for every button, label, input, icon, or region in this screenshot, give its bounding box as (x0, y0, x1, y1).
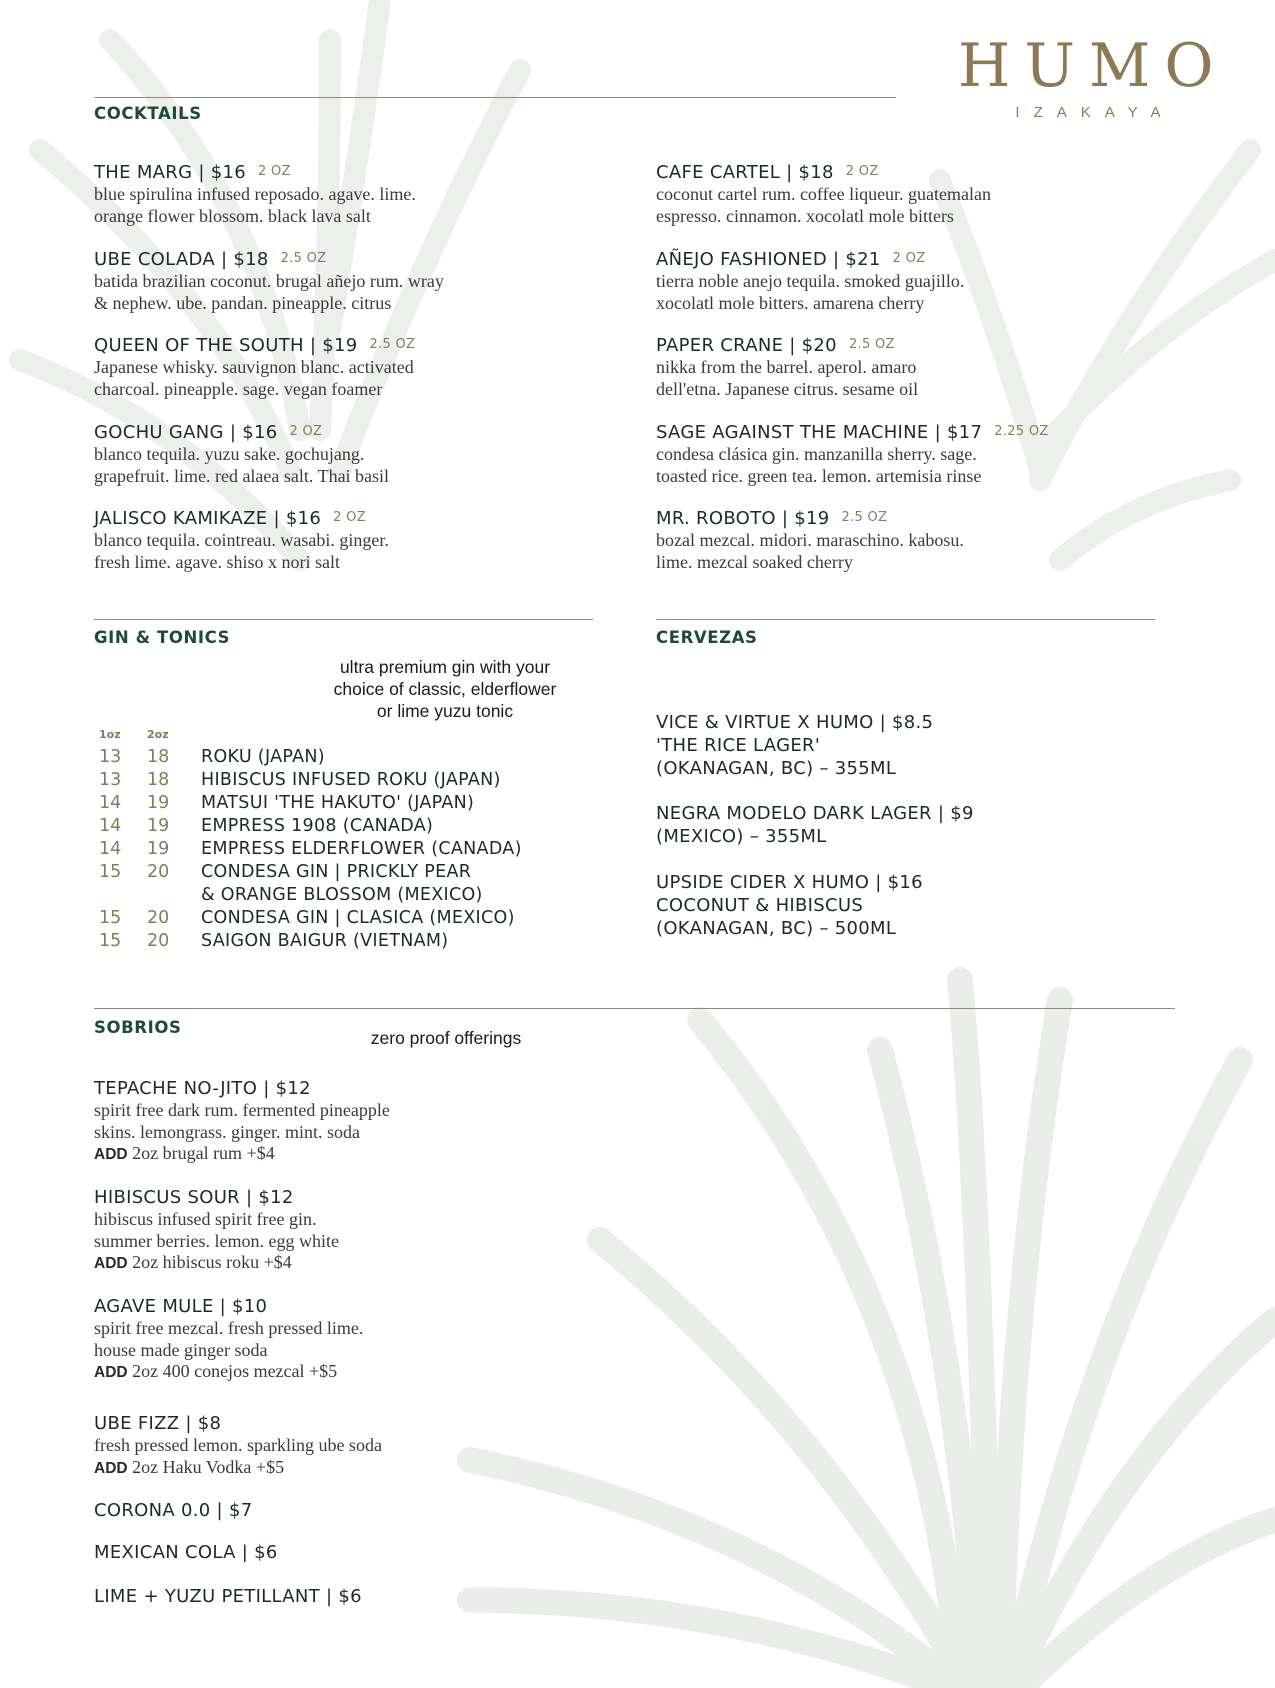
item-name: UBE COLADA | $18 (94, 249, 269, 270)
item-name: GOCHU GANG | $16 (94, 422, 278, 443)
price-1oz: 15 (99, 908, 122, 928)
price-1oz: 14 (99, 816, 122, 836)
gin-name: CONDESA GIN | PRICKLY PEAR (201, 862, 472, 882)
item-description: tierra noble anejo tequila. smoked guajillo. (656, 271, 965, 291)
addon-text: 2oz hibiscus roku +$4 (132, 1252, 292, 1272)
item-name: JALISCO KAMIKAZE | $16 (94, 508, 322, 529)
cocktail-item (94, 507, 389, 573)
sobrio-single-item: LIME + YUZU PETILLANT | $6 (94, 1586, 362, 1607)
gin-name: ROKU (JAPAN) (201, 747, 325, 767)
item-name: AÑEJO FASHIONED | $21 (656, 249, 881, 270)
price-header-2oz: 2oz (147, 728, 169, 741)
add-label: ADD (94, 1255, 128, 1272)
item-description: toasted rice. green tea. lemon. artemisia rinse (656, 465, 982, 486)
sobrio-item (94, 1413, 382, 1479)
item-volume: 2 OZ (845, 164, 879, 179)
price-1oz: 14 (99, 793, 122, 813)
cocktail-item (94, 161, 416, 227)
item-description: xocolatl mole bitters. amarena cherry (656, 292, 925, 313)
item-description: spirit free dark rum. fermented pineapple (94, 1100, 390, 1120)
cocktail-item (94, 421, 389, 487)
price-2oz: 20 (147, 908, 170, 928)
item-description: coconut cartel rum. coffee liqueur. guatemalan (656, 184, 992, 204)
item-name: UBE FIZZ | $8 (94, 1413, 222, 1434)
note-line: choice of classic, elderflower (333, 679, 557, 699)
item-description: skins. lemongrass. ginger. mint. soda (94, 1121, 360, 1142)
item-name: HIBISCUS SOUR | $12 (94, 1187, 294, 1208)
item-description: Japanese whisky. sauvignon blanc. activated (94, 357, 414, 377)
gin-tonics-divider (94, 619, 593, 620)
item-name: THE MARG | $16 (94, 162, 246, 183)
price-header-1oz: 1oz (99, 728, 121, 741)
price-1oz: 15 (99, 931, 122, 951)
gin-tonics-title: GIN & TONICS (94, 628, 231, 647)
sobrios-divider (94, 1008, 1175, 1009)
price-1oz: 15 (99, 862, 122, 882)
cocktail-item (94, 248, 444, 314)
item-name: MR. ROBOTO | $19 (656, 508, 830, 529)
cocktail-item (656, 421, 1049, 487)
item-description: condesa clásica gin. manzanilla sherry. sage. (656, 444, 977, 464)
item-description: hibiscus infused spirit free gin. (94, 1209, 317, 1229)
beer-line: COCONUT & HIBISCUS (656, 895, 864, 916)
item-description: spirit free mezcal. fresh pressed lime. (94, 1318, 364, 1338)
cocktail-item (656, 334, 918, 400)
item-volume: 2.5 OZ (280, 251, 327, 266)
beer-line: UPSIDE CIDER X HUMO | $16 (656, 872, 923, 893)
add-label: ADD (94, 1146, 128, 1163)
sobrio-item (94, 1187, 339, 1275)
price-2oz: 19 (147, 816, 170, 836)
item-description: fresh pressed lemon. sparkling ube soda (94, 1435, 382, 1455)
gin-name: EMPRESS 1908 (CANADA) (201, 816, 434, 836)
gin-name: HIBISCUS INFUSED ROKU (JAPAN) (201, 770, 501, 790)
item-name: PAPER CRANE | $20 (656, 335, 837, 356)
item-description: charcoal. pineapple. sage. vegan foamer (94, 378, 383, 399)
item-volume: 2.5 OZ (841, 510, 888, 525)
item-description: orange flower blossom. black lava salt (94, 205, 371, 226)
price-1oz: 13 (99, 770, 122, 790)
item-description: fresh lime. agave. shiso x nori salt (94, 551, 340, 572)
beer-line: (OKANAGAN, BC) – 355ML (656, 758, 897, 779)
sobrio-item (94, 1078, 390, 1166)
beer-line: (MEXICO) – 355ML (656, 826, 827, 847)
item-volume: 2.5 OZ (369, 337, 416, 352)
item-addon (94, 1252, 339, 1275)
beer-line: NEGRA MODELO DARK LAGER | $9 (656, 803, 974, 824)
gin-name: EMPRESS ELDERFLOWER (CANADA) (201, 839, 522, 859)
item-description: bozal mezcal. midori. maraschino. kabosu. (656, 530, 964, 550)
add-label: ADD (94, 1364, 128, 1381)
price-2oz: 18 (147, 747, 170, 767)
item-name: SAGE AGAINST THE MACHINE | $17 (656, 422, 983, 443)
cervezas-title: CERVEZAS (656, 628, 758, 647)
cocktail-item (656, 248, 964, 314)
sobrio-item (94, 1296, 363, 1384)
beer-item (656, 802, 974, 848)
item-description: & nephew. ube. pandan. pineapple. citrus (94, 292, 392, 313)
brand-name: HUMO (958, 31, 1228, 101)
item-description: espresso. cinnamon. xocolatl mole bitters (656, 205, 954, 226)
note-line: ultra premium gin with your (339, 657, 551, 677)
item-description: lime. mezcal soaked cherry (656, 551, 853, 572)
price-2oz: 20 (147, 931, 170, 951)
cocktail-item (656, 161, 991, 227)
item-description: summer berries. lemon. egg white (94, 1230, 339, 1251)
item-description: blue spirulina infused reposado. agave. lime. (94, 184, 416, 204)
price-2oz: 19 (147, 793, 170, 813)
gin-name: MATSUI 'THE HAKUTO' (JAPAN) (201, 793, 475, 813)
item-name: TEPACHE NO-JITO | $12 (94, 1078, 311, 1099)
cocktail-item (656, 507, 964, 573)
item-addon (94, 1361, 363, 1384)
beer-item (656, 711, 933, 780)
sobrio-single-item: MEXICAN COLA | $6 (94, 1542, 278, 1563)
item-description: dell'etna. Japanese citrus. sesame oil (656, 378, 919, 399)
beer-item (656, 871, 923, 940)
item-description: blanco tequila. cointreau. wasabi. ginger. (94, 530, 389, 550)
item-description: batida brazilian coconut. brugal añejo rum. wray (94, 271, 444, 291)
gin-name: SAIGON BAIGUR (VIETNAM) (201, 931, 449, 951)
cocktail-item (94, 334, 415, 400)
item-addon (94, 1143, 390, 1166)
brand-logo (958, 31, 1228, 121)
cocktails-title: COCKTAILS (94, 104, 202, 123)
item-volume: 2 OZ (892, 251, 926, 266)
item-description: house made ginger soda (94, 1339, 268, 1360)
item-description: nikka from the barrel. aperol. amaro (656, 357, 917, 377)
gin-tonics-note (300, 656, 590, 722)
beer-line: (OKANAGAN, BC) – 500ML (656, 918, 897, 939)
gin-name: CONDESA GIN | CLASICA (MEXICO) (201, 908, 515, 928)
price-1oz: 14 (99, 839, 122, 859)
sobrio-single-item: CORONA 0.0 | $7 (94, 1500, 253, 1521)
addon-text: 2oz Haku Vodka +$5 (132, 1456, 285, 1477)
addon-text: 2oz brugal rum +$4 (132, 1143, 275, 1163)
item-volume: 2 OZ (258, 164, 291, 179)
item-volume: 2 OZ (289, 424, 323, 439)
item-name: AGAVE MULE | $10 (94, 1296, 268, 1317)
brand-subtitle: IZAKAYA (1015, 104, 1175, 121)
beer-line: VICE & VIRTUE X HUMO | $8.5 (656, 712, 934, 733)
item-addon (94, 1457, 382, 1480)
item-description: blanco tequila. yuzu sake. gochujang. (94, 444, 365, 464)
price-2oz: 19 (147, 839, 170, 859)
addon-text: 2oz 400 conejos mezcal +$5 (132, 1361, 338, 1381)
gin-name: & ORANGE BLOSSOM (MEXICO) (201, 885, 483, 905)
item-volume: 2.5 OZ (848, 337, 895, 352)
price-2oz: 18 (147, 770, 170, 790)
note-line: or lime yuzu tonic (376, 701, 514, 721)
sobrios-note: zero proof offerings (370, 1028, 522, 1048)
cocktails-divider (94, 97, 896, 98)
item-volume: 2.25 OZ (994, 424, 1049, 439)
beer-line: 'THE RICE LAGER' (656, 735, 821, 756)
price-1oz: 13 (99, 747, 122, 767)
item-description: grapefruit. lime. red alaea salt. Thai basil (94, 465, 390, 486)
item-name: QUEEN OF THE SOUTH | $19 (94, 335, 358, 356)
item-volume: 2 OZ (333, 510, 366, 525)
item-name: CAFE CARTEL | $18 (656, 162, 834, 183)
price-2oz: 20 (147, 862, 170, 882)
cervezas-divider (656, 619, 1155, 620)
add-label: ADD (94, 1459, 128, 1477)
sobrios-title: SOBRIOS (94, 1018, 182, 1037)
